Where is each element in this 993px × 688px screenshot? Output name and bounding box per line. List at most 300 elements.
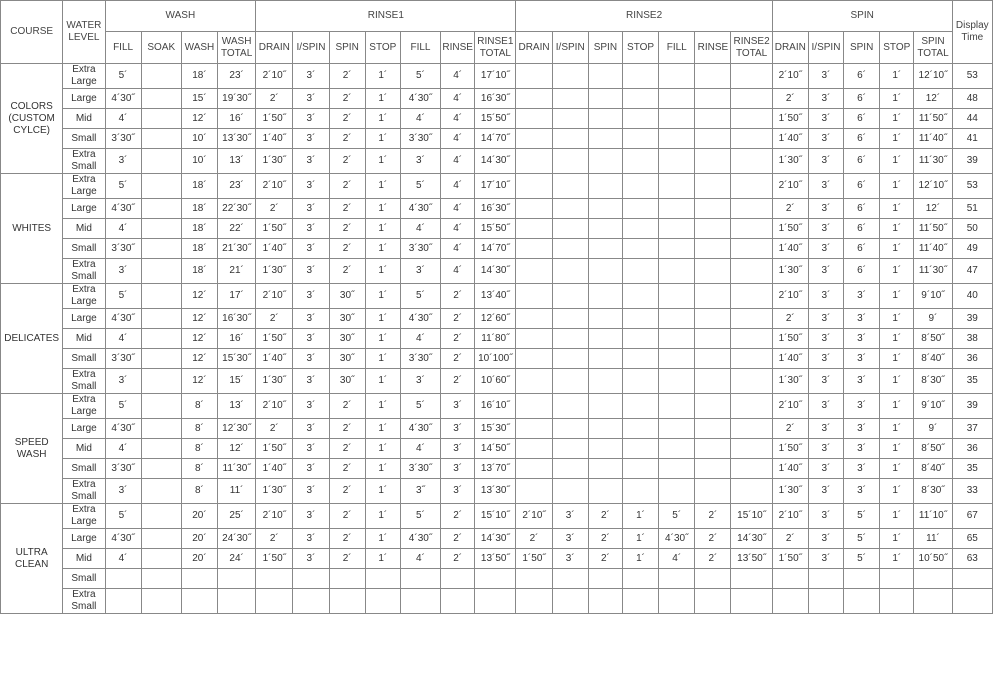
table-cell <box>588 109 622 129</box>
table-cell <box>218 589 256 614</box>
table-cell <box>622 199 658 219</box>
table-cell: 4´30˝ <box>400 309 440 329</box>
table-cell: 3´ <box>552 549 588 569</box>
table-cell: 1´50˝ <box>772 439 808 459</box>
course-name: WHITES <box>1 174 63 284</box>
table-cell <box>731 174 772 199</box>
table-cell <box>552 329 588 349</box>
table-cell <box>141 329 181 349</box>
table-cell: 1´ <box>880 459 914 479</box>
table-cell: 1´ <box>365 349 400 369</box>
subheader-spin-0: DRAIN <box>772 32 808 64</box>
table-cell <box>516 569 552 589</box>
table-cell: 2´ <box>329 174 365 199</box>
table-cell: 4´ <box>105 109 141 129</box>
table-cell <box>441 569 475 589</box>
subheader-wash-0: FILL <box>105 32 141 64</box>
table-cell: 4´30˝ <box>400 199 440 219</box>
table-cell: 10´ <box>181 149 217 174</box>
table-cell: 16´ <box>218 109 256 129</box>
subheader-rinse2-0: DRAIN <box>516 32 552 64</box>
table-cell: 6´ <box>844 129 880 149</box>
table-cell <box>622 569 658 589</box>
table-cell: 1´ <box>880 129 914 149</box>
table-cell <box>400 589 440 614</box>
table-cell: 50 <box>952 219 992 239</box>
table-cell: 2´10˝ <box>256 504 293 529</box>
table-cell: 40 <box>952 284 992 309</box>
table-cell: 11´50˝ <box>914 219 952 239</box>
table-cell: 4´30˝ <box>105 419 141 439</box>
table-row <box>1 284 993 309</box>
table-cell: 8´ <box>181 394 217 419</box>
table-cell: 4´ <box>441 109 475 129</box>
table-cell: 6´ <box>844 149 880 174</box>
table-cell: 1´50˝ <box>516 549 552 569</box>
table-cell: 1´ <box>880 109 914 129</box>
table-cell: 11´10˝ <box>914 504 952 529</box>
table-cell: 20´ <box>181 529 217 549</box>
table-cell: 63 <box>952 549 992 569</box>
table-cell: 1´ <box>365 394 400 419</box>
table-cell: 4´30˝ <box>400 419 440 439</box>
table-cell: 3´ <box>844 479 880 504</box>
table-cell: 41 <box>952 129 992 149</box>
table-cell: 14´70˝ <box>475 129 516 149</box>
table-cell: 4´ <box>400 439 440 459</box>
table-cell: 13´30˝ <box>218 129 256 149</box>
table-cell: 1´ <box>365 109 400 129</box>
subheader-rinse1-0: DRAIN <box>256 32 293 64</box>
table-cell <box>141 589 181 614</box>
table-cell: 1´ <box>365 174 400 199</box>
table-cell <box>141 109 181 129</box>
table-cell <box>516 329 552 349</box>
table-cell <box>952 589 992 614</box>
table-cell: 10´50˝ <box>914 549 952 569</box>
table-cell <box>588 369 622 394</box>
table-cell: 4´30˝ <box>400 89 440 109</box>
table-cell: 8´ <box>181 479 217 504</box>
water-level: Extra Large <box>63 394 105 419</box>
table-cell: 2´10˝ <box>772 504 808 529</box>
table-cell: 2´ <box>588 504 622 529</box>
table-cell <box>844 589 880 614</box>
table-cell: 3´ <box>808 89 843 109</box>
table-cell: 2´ <box>441 284 475 309</box>
table-cell: 20´ <box>181 549 217 569</box>
table-cell <box>181 569 217 589</box>
table-cell: 3´ <box>808 149 843 174</box>
table-cell <box>731 419 772 439</box>
table-cell: 1´ <box>365 369 400 394</box>
table-row <box>1 259 993 284</box>
table-cell <box>659 109 695 129</box>
table-cell: 2´ <box>772 199 808 219</box>
table-cell: 5´ <box>659 504 695 529</box>
table-cell <box>659 439 695 459</box>
table-cell: 3´ <box>552 529 588 549</box>
table-cell <box>695 129 731 149</box>
table-cell: 12´ <box>914 89 952 109</box>
table-row <box>1 239 993 259</box>
table-row <box>1 439 993 459</box>
table-cell: 24´30˝ <box>218 529 256 549</box>
table-cell: 2´10˝ <box>772 394 808 419</box>
water-level: Large <box>63 309 105 329</box>
table-cell: 1´ <box>880 219 914 239</box>
header-course: COURSE <box>1 1 63 64</box>
table-cell: 44 <box>952 109 992 129</box>
table-row <box>1 219 993 239</box>
table-cell <box>695 309 731 329</box>
table-cell: 3´ <box>808 174 843 199</box>
table-cell <box>141 349 181 369</box>
table-cell <box>731 479 772 504</box>
table-row <box>1 349 993 369</box>
table-cell: 6´ <box>844 64 880 89</box>
table-cell <box>552 459 588 479</box>
table-cell: 1´ <box>365 284 400 309</box>
table-cell <box>475 569 516 589</box>
table-cell <box>141 149 181 174</box>
table-cell <box>731 149 772 174</box>
table-cell <box>552 419 588 439</box>
table-cell: 1´40˝ <box>256 239 293 259</box>
table-cell <box>772 569 808 589</box>
table-cell <box>695 589 731 614</box>
table-cell: 4´ <box>400 219 440 239</box>
table-cell: 2´ <box>329 239 365 259</box>
table-row <box>1 369 993 394</box>
table-cell: 3´ <box>808 479 843 504</box>
table-cell <box>329 569 365 589</box>
table-cell: 2´ <box>256 199 293 219</box>
table-cell <box>659 369 695 394</box>
table-cell: 1´ <box>880 439 914 459</box>
table-cell: 3´ <box>808 309 843 329</box>
table-cell <box>952 569 992 589</box>
table-cell: 30˝ <box>329 309 365 329</box>
table-cell: 51 <box>952 199 992 219</box>
table-cell <box>914 569 952 589</box>
table-cell: 3´ <box>808 349 843 369</box>
table-cell: 53 <box>952 64 992 89</box>
table-row <box>1 174 993 199</box>
table-cell: 1´ <box>365 504 400 529</box>
table-cell <box>622 309 658 329</box>
table-cell: 1´40˝ <box>772 129 808 149</box>
table-cell: 2´ <box>329 199 365 219</box>
table-cell <box>659 589 695 614</box>
table-cell <box>695 369 731 394</box>
course-name: COLORS (CUSTOM CYLCE) <box>1 64 63 174</box>
table-cell: 18´ <box>181 239 217 259</box>
water-level: Mid <box>63 439 105 459</box>
table-cell: 15´30˝ <box>475 419 516 439</box>
table-cell <box>659 419 695 439</box>
table-cell: 2´10˝ <box>772 284 808 309</box>
table-cell <box>588 459 622 479</box>
table-cell <box>552 309 588 329</box>
table-cell: 2´ <box>329 459 365 479</box>
table-cell: 3´ <box>808 419 843 439</box>
table-row <box>1 309 993 329</box>
table-cell: 3´ <box>844 439 880 459</box>
table-cell <box>141 309 181 329</box>
table-cell: 5´ <box>105 174 141 199</box>
water-level: Small <box>63 569 105 589</box>
table-cell: 11´80˝ <box>475 329 516 349</box>
table-cell: 1´ <box>365 129 400 149</box>
table-cell: 1´ <box>365 419 400 439</box>
table-cell <box>622 419 658 439</box>
table-cell <box>588 589 622 614</box>
table-cell: 13´70˝ <box>475 459 516 479</box>
table-cell: 3´ <box>293 504 329 529</box>
table-cell <box>622 174 658 199</box>
table-cell: 3´ <box>808 219 843 239</box>
table-cell: 2´ <box>441 504 475 529</box>
table-cell: 1´40˝ <box>256 349 293 369</box>
table-cell <box>622 239 658 259</box>
table-cell: 2´ <box>329 394 365 419</box>
table-cell <box>552 394 588 419</box>
table-cell: 3´ <box>844 419 880 439</box>
table-cell <box>622 149 658 174</box>
table-cell: 3´ <box>844 369 880 394</box>
water-level: Extra Large <box>63 64 105 89</box>
table-cell: 16´30˝ <box>475 89 516 109</box>
table-cell: 22´ <box>218 219 256 239</box>
table-cell: 30˝ <box>329 349 365 369</box>
table-cell: 1´ <box>880 199 914 219</box>
table-cell: 2´ <box>329 149 365 174</box>
table-cell: 3´30˝ <box>400 239 440 259</box>
table-cell <box>731 309 772 329</box>
table-cell <box>516 284 552 309</box>
table-cell <box>588 569 622 589</box>
table-cell <box>659 479 695 504</box>
table-cell <box>516 64 552 89</box>
table-cell: 15´ <box>181 89 217 109</box>
subheader-wash-2: WASH <box>181 32 217 64</box>
table-cell <box>141 219 181 239</box>
table-cell: 3´ <box>844 394 880 419</box>
table-cell: 2´10˝ <box>256 284 293 309</box>
table-cell: 3´ <box>552 504 588 529</box>
table-cell <box>552 284 588 309</box>
water-level: Large <box>63 199 105 219</box>
table-cell: 2´ <box>329 529 365 549</box>
table-cell: 2´ <box>256 89 293 109</box>
table-cell <box>695 219 731 239</box>
table-cell: 23´ <box>218 174 256 199</box>
table-cell <box>552 149 588 174</box>
table-cell: 1´ <box>880 349 914 369</box>
table-cell: 13´30˝ <box>475 479 516 504</box>
table-cell <box>588 89 622 109</box>
table-cell: 3´ <box>293 369 329 394</box>
table-cell: 3´ <box>808 549 843 569</box>
water-level: Large <box>63 89 105 109</box>
table-cell: 1´ <box>880 309 914 329</box>
table-cell: 6´ <box>844 259 880 284</box>
table-cell: 1´ <box>880 504 914 529</box>
table-cell <box>695 174 731 199</box>
table-cell <box>552 479 588 504</box>
table-cell <box>552 199 588 219</box>
table-cell: 2´ <box>695 529 731 549</box>
subheader-spin-4: SPIN TOTAL <box>914 32 952 64</box>
table-cell: 4´ <box>441 239 475 259</box>
table-cell: 3´ <box>293 129 329 149</box>
subheader-rinse2-4: FILL <box>659 32 695 64</box>
table-cell: 4´ <box>105 219 141 239</box>
water-level: Small <box>63 349 105 369</box>
table-cell: 2´ <box>329 129 365 149</box>
table-cell: 12´ <box>181 109 217 129</box>
table-cell: 15´10˝ <box>475 504 516 529</box>
table-cell <box>695 149 731 174</box>
subheader-spin-3: STOP <box>880 32 914 64</box>
table-cell: 18´ <box>181 64 217 89</box>
subheader-spin-2: SPIN <box>844 32 880 64</box>
table-cell <box>695 64 731 89</box>
table-cell <box>588 439 622 459</box>
table-cell: 1´ <box>365 259 400 284</box>
table-cell: 3´ <box>293 394 329 419</box>
table-row <box>1 149 993 174</box>
table-cell <box>400 569 440 589</box>
table-cell: 1´ <box>365 439 400 459</box>
table-cell: 1´ <box>880 369 914 394</box>
table-cell <box>659 129 695 149</box>
table-cell <box>622 219 658 239</box>
table-cell: 3´ <box>844 284 880 309</box>
table-cell <box>731 239 772 259</box>
table-cell: 13´50˝ <box>475 549 516 569</box>
table-cell <box>141 174 181 199</box>
table-cell: 5´ <box>400 284 440 309</box>
table-cell <box>695 199 731 219</box>
table-cell <box>695 459 731 479</box>
table-cell <box>695 89 731 109</box>
table-cell <box>622 459 658 479</box>
table-cell <box>695 239 731 259</box>
table-cell: 9´10˝ <box>914 284 952 309</box>
table-cell: 4´ <box>400 549 440 569</box>
table-cell: 1´50˝ <box>772 329 808 349</box>
table-cell <box>622 109 658 129</box>
table-cell <box>695 349 731 369</box>
table-cell: 30˝ <box>329 284 365 309</box>
table-cell: 2´ <box>695 549 731 569</box>
table-cell: 2´ <box>329 504 365 529</box>
table-cell <box>622 89 658 109</box>
water-level: Mid <box>63 219 105 239</box>
table-cell: 1´ <box>880 149 914 174</box>
table-cell <box>552 109 588 129</box>
table-cell: 65 <box>952 529 992 549</box>
table-cell: 8´40˝ <box>914 349 952 369</box>
table-cell: 2´ <box>772 89 808 109</box>
table-cell: 3´ <box>808 239 843 259</box>
table-cell: 2´ <box>772 529 808 549</box>
table-cell <box>731 259 772 284</box>
table-cell: 18´ <box>181 174 217 199</box>
table-cell <box>141 504 181 529</box>
table-cell: 1´50˝ <box>256 549 293 569</box>
table-cell <box>659 569 695 589</box>
table-cell: 17´10˝ <box>475 64 516 89</box>
table-cell <box>141 529 181 549</box>
table-cell: 3´ <box>808 459 843 479</box>
table-cell: 11´ <box>914 529 952 549</box>
table-cell: 13´ <box>218 149 256 174</box>
table-cell <box>588 284 622 309</box>
table-cell: 5´ <box>400 504 440 529</box>
header-water-level: WATER LEVEL <box>63 1 105 64</box>
table-cell <box>659 174 695 199</box>
water-level: Mid <box>63 549 105 569</box>
table-cell <box>588 129 622 149</box>
table-cell: 1´ <box>365 239 400 259</box>
table-cell: 6´ <box>844 174 880 199</box>
table-cell: 4´ <box>105 549 141 569</box>
table-cell: 1´40˝ <box>256 129 293 149</box>
table-cell: 3´ <box>105 149 141 174</box>
table-cell: 8´40˝ <box>914 459 952 479</box>
table-cell: 1´ <box>622 529 658 549</box>
table-cell: 3´ <box>441 479 475 504</box>
table-cell <box>731 89 772 109</box>
table-cell: 4´ <box>441 149 475 174</box>
table-cell <box>141 549 181 569</box>
table-cell: 11´40˝ <box>914 129 952 149</box>
table-cell <box>659 239 695 259</box>
table-cell: 1´30˝ <box>772 369 808 394</box>
table-cell: 1´ <box>880 419 914 439</box>
table-cell <box>695 259 731 284</box>
water-level: Small <box>63 459 105 479</box>
table-cell: 1´ <box>880 89 914 109</box>
table-cell <box>695 479 731 504</box>
water-level: Small <box>63 239 105 259</box>
table-cell <box>516 394 552 419</box>
table-cell: 37 <box>952 419 992 439</box>
table-cell: 15´50˝ <box>475 109 516 129</box>
table-cell: 3´ <box>400 149 440 174</box>
table-cell <box>731 394 772 419</box>
table-row <box>1 109 993 129</box>
table-cell <box>293 569 329 589</box>
table-cell <box>695 569 731 589</box>
table-cell <box>516 239 552 259</box>
water-level: Large <box>63 419 105 439</box>
table-cell <box>659 89 695 109</box>
table-cell: 4´ <box>105 439 141 459</box>
table-cell <box>659 459 695 479</box>
table-cell <box>552 349 588 369</box>
table-cell: 2´10˝ <box>516 504 552 529</box>
table-cell <box>516 349 552 369</box>
table-cell: 1´ <box>880 64 914 89</box>
table-cell <box>552 569 588 589</box>
table-cell <box>731 569 772 589</box>
subheader-spin-1: I/SPIN <box>808 32 843 64</box>
table-cell: 3´ <box>293 309 329 329</box>
